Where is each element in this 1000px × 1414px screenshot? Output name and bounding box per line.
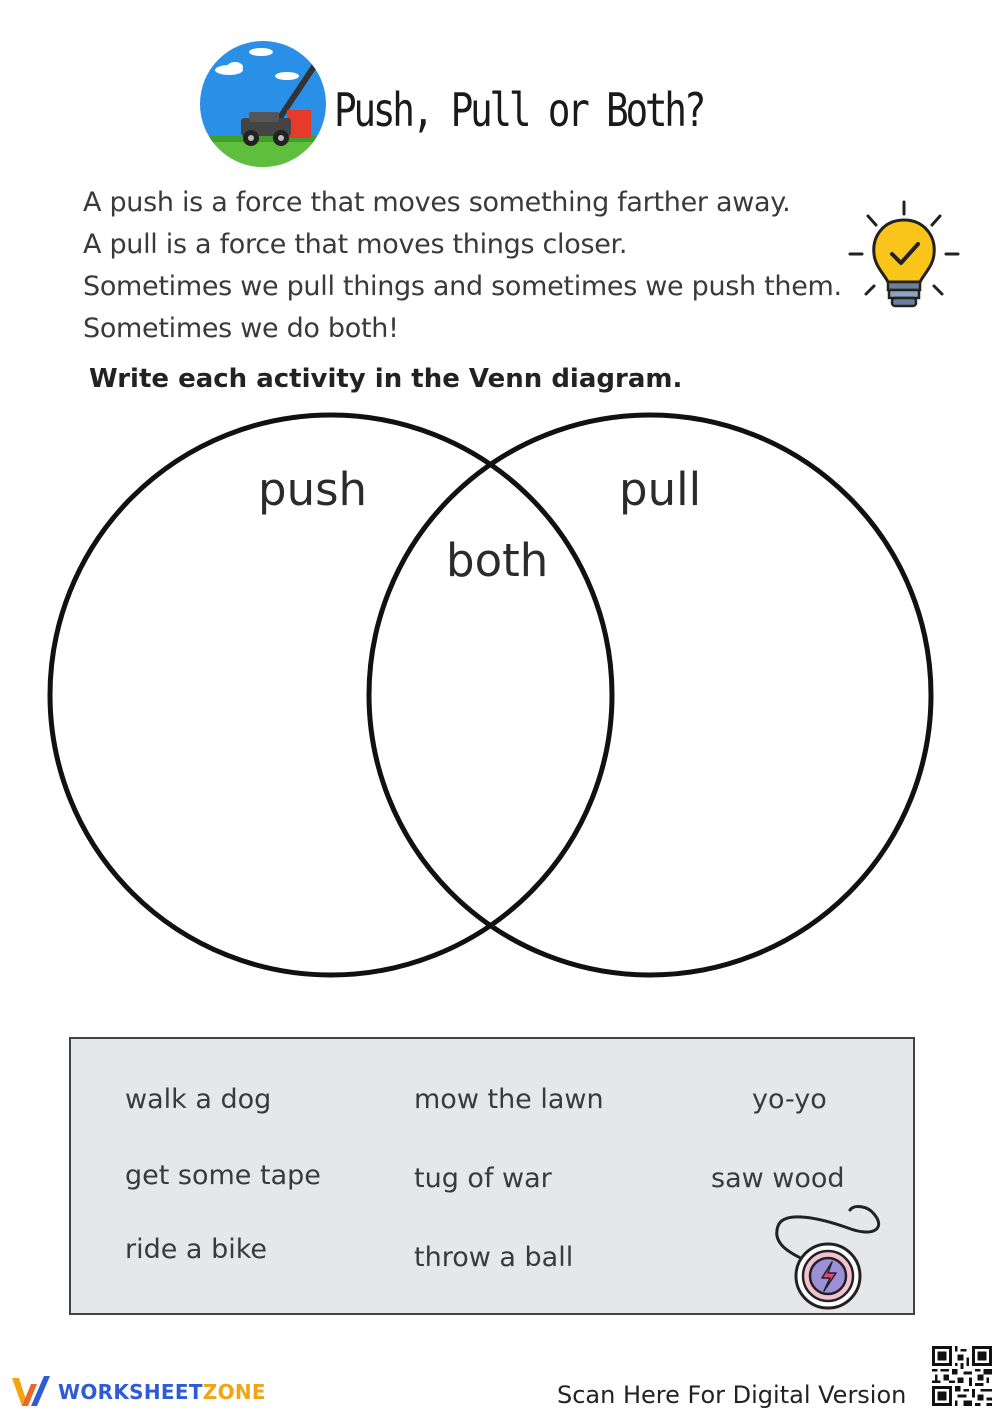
intro-line: Sometimes we do both! <box>83 313 399 344</box>
intro-line: A push is a force that moves something farther away. <box>83 187 791 218</box>
qr-code-icon[interactable] <box>932 1346 992 1406</box>
brand-name-part2: ZONE <box>202 1380 266 1404</box>
lightbulb-check-icon <box>846 198 962 318</box>
yo-yo-icon <box>770 1198 886 1312</box>
intro-line: Sometimes we pull things and sometimes we push them. <box>83 271 842 302</box>
lawn-mower-icon <box>199 40 327 168</box>
word-bank-item: saw wood <box>711 1163 845 1194</box>
word-bank-item: tug of war <box>414 1163 552 1194</box>
instruction-text: Write each activity in the Venn diagram. <box>89 364 683 394</box>
word-bank-item: throw a ball <box>414 1242 574 1273</box>
word-bank-item: walk a dog <box>125 1084 272 1115</box>
worksheet-title: Push, Pull or Both? <box>334 83 704 137</box>
both-label: both <box>446 534 549 587</box>
word-bank-item: yo-yo <box>752 1084 827 1115</box>
worksheetzone-logo-icon <box>10 1374 52 1410</box>
push-label: push <box>258 463 368 516</box>
intro-text <box>83 182 842 350</box>
scan-text: Scan Here For Digital Version <box>557 1381 907 1409</box>
word-bank-item: mow the lawn <box>414 1084 604 1115</box>
word-bank-item: ride a bike <box>125 1234 267 1265</box>
pull-label: pull <box>619 463 702 516</box>
word-bank-item: get some tape <box>125 1160 321 1191</box>
intro-line: A pull is a force that moves things closer. <box>83 229 628 260</box>
venn-diagram <box>0 400 1000 1000</box>
brand-name <box>58 1378 266 1406</box>
brand-name-part1: WORKSHEET <box>58 1380 203 1404</box>
